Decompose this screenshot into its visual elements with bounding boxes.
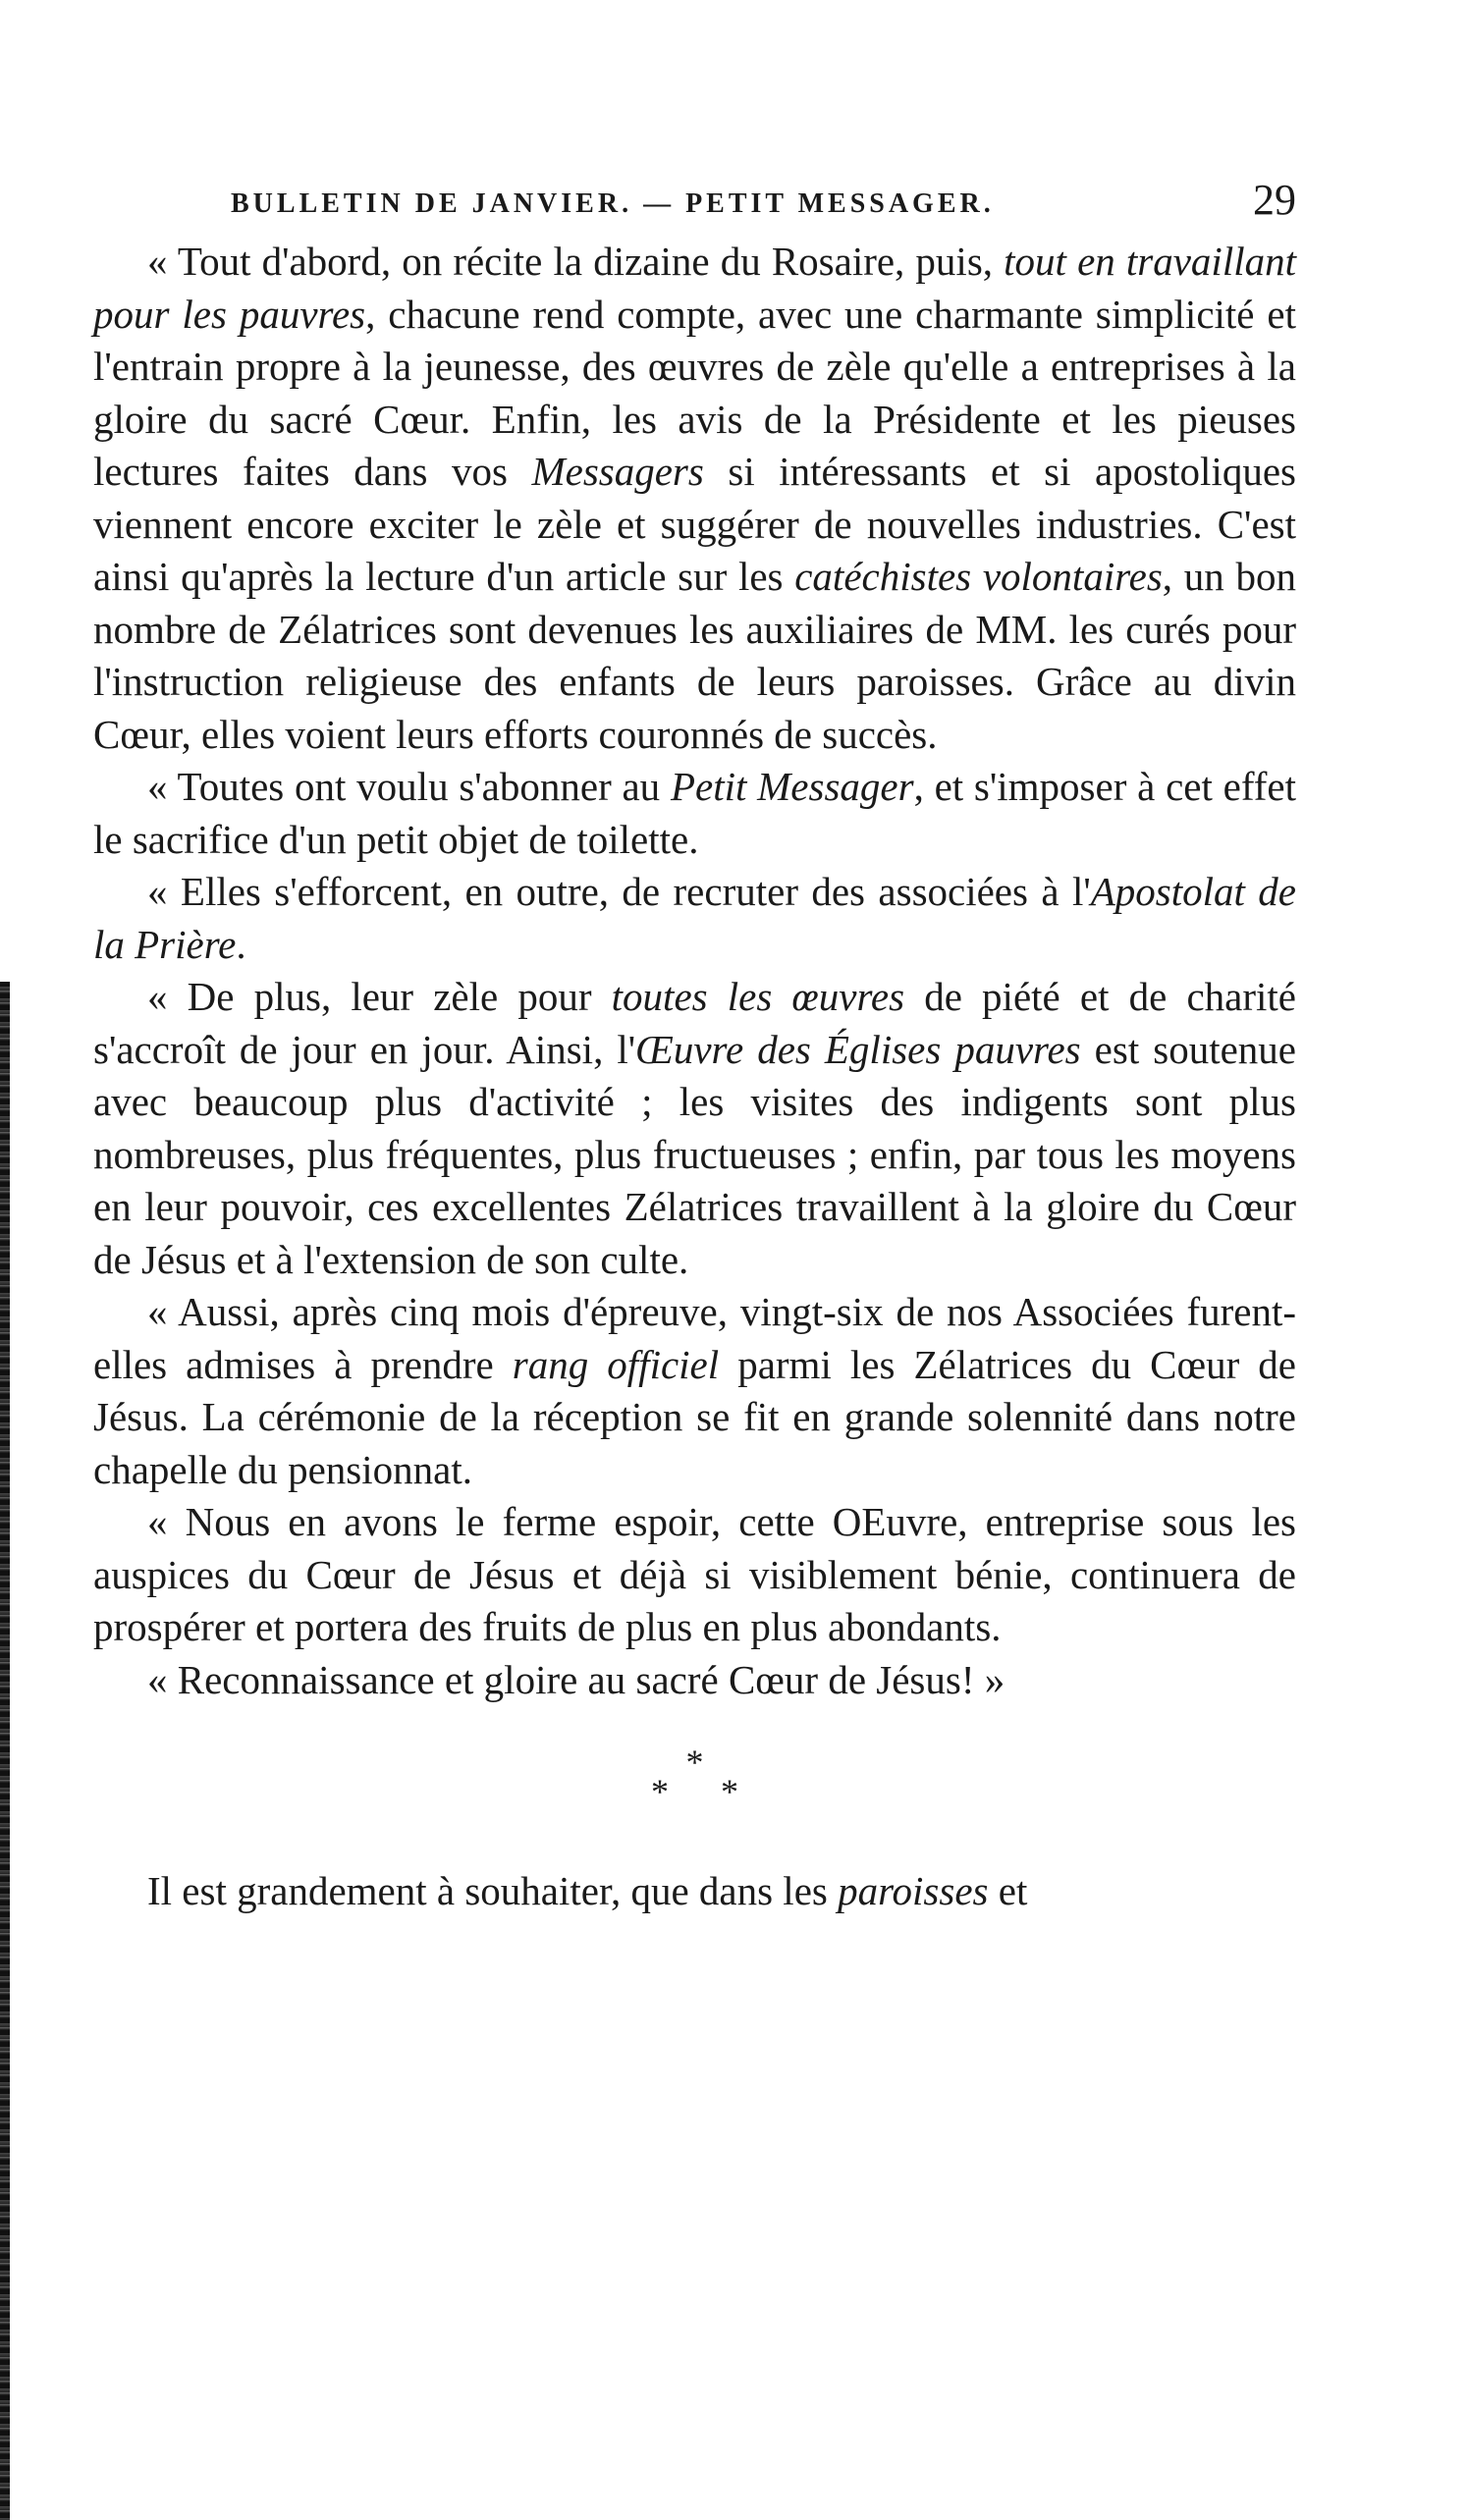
text-run: Il est grandement à souhaiter, que dans les [147,1868,839,1913]
italic-text-run: Messagers [531,449,704,494]
italic-text-run: tout en travaillant pour les pauvres [93,239,1296,337]
body-text [93,236,1296,1706]
text-run: « Elles s'efforcent, en outre, de recruter des associées à l' [147,869,1091,914]
final-paragraph [93,1865,1296,1918]
page-number: 29 [1253,176,1296,224]
italic-text-run: Petit Messager [670,764,914,809]
text-run: « Toutes ont voulu s'abonner au [147,764,671,809]
text-run: si intéressants et si apostoliques viennent encore exciter le zèle et suggérer de nouvelles industries. C'est ainsi qu'après la lecture d'un article sur les [93,449,1296,599]
italic-text-run: Œuvre des Églises pauvres [635,1026,1081,1072]
paragraph [93,1496,1296,1654]
text-run: « Tout d'abord, on récite la dizaine du Rosaire, puis, [147,239,1005,284]
running-title: BULLETIN DE JANVIER. — PETIT MESSAGER. [231,188,995,219]
italic-text-run: Apostolat de la Prière [93,869,1296,967]
text-run: « Aussi, après cinq mois d'épreuve, vingt-six de nos Associées furent-elles admises à prendre [93,1289,1296,1387]
text-run: de piété et de charité s'accroît de jour en jour. Ainsi, l' [93,974,1296,1072]
paragraph [93,236,1296,761]
text-run: « Reconnaissance et gloire au sacré Cœur de Jésus! » [147,1656,1005,1702]
italic-text-run: paroisses [838,1868,989,1913]
scan-edge-shadow [0,982,10,2520]
separator-top: * [685,1743,704,1782]
paragraph [93,866,1296,971]
italic-text-run: rang officiel [512,1341,720,1387]
paragraph [93,971,1296,1286]
section-separator [93,1743,1296,1811]
paragraph [93,1286,1296,1496]
separator-bottom: * * [651,1772,760,1811]
text-run: « De plus, leur zèle pour [147,974,612,1019]
text-run: , un bon nombre de Zélatrices sont devenues les auxiliaires de MM. les curés pour l'instruction religieuse des enfants de leurs paroisses. Grâce au divin Cœur, elles voient leurs efforts couronnés de succès. [93,554,1297,757]
text-run: « Nous en avons le ferme espoir, cette OEuvre, entreprise sous les auspices du Cœur de Jésus et déjà si visiblement bénie, continuera de prospérer et portera des fruits de plus en plus abondants. [93,1499,1296,1649]
running-header [93,167,1296,236]
text-run: et [988,1868,1028,1913]
text-run: est soutenue avec beaucoup plus d'activité ; les visites des indigents sont plus nombreuses, plus fréquentes, plus fructueuses ; enfin, par tous les moyens en leur pouvoir, ces excellentes Zélatrices travaillent à la gloire du Cœur de Jésus et à l'extension de son culte. [93,1026,1296,1282]
text-run: , et s'imposer à cet effet le sacrifice d'un petit objet de toilette. [93,764,1296,862]
italic-text-run: catéchistes volontaires [794,554,1163,599]
text-run: . [236,921,246,967]
italic-text-run: toutes les œuvres [611,974,905,1019]
text-run: , chacune rend compte, avec une charmante simplicité et l'entrain propre à la jeunesse, des œuvres de zèle qu'elle a entreprises à la gloire du sacré Cœur. Enfin, les avis de la Présidente et les pieuses lectures faites dans vos [93,291,1296,494]
paragraph [93,1654,1296,1707]
paragraph [93,761,1296,866]
document-page [93,167,1296,1918]
text-run: parmi les Zélatrices du Cœur de Jésus. La cérémonie de la réception se fit en grande solennité dans notre chapelle du pensionnat. [93,1341,1297,1492]
